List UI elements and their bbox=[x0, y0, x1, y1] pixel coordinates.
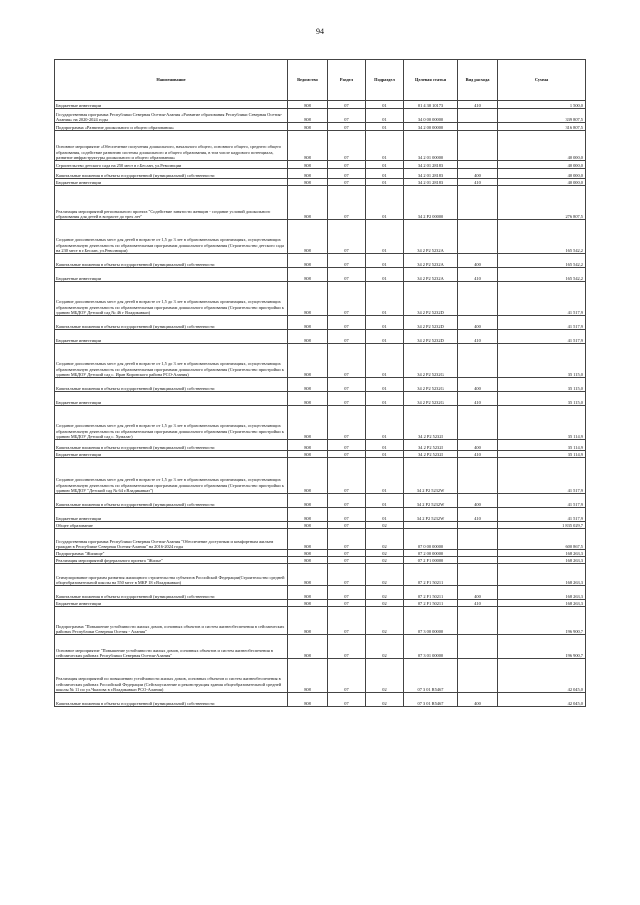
cell-name: Создание дополнительных мест для детей в возрасте от 1,5 до 3 лет в образовательных организациях, осуществляющих образовательную деятельность по образовательным программам дошкольного образования (Строительство пристройки к зданию МБДОУ "Детский сад № 64 г.Владикавказ") bbox=[55, 458, 288, 494]
cell-podrazdel: 02 bbox=[366, 557, 404, 564]
cell-csr: 34 2 01 28183 bbox=[404, 161, 458, 169]
cell-vr: 410 bbox=[458, 101, 498, 109]
cell-vr bbox=[458, 131, 498, 161]
cell-podrazdel: 01 bbox=[366, 179, 404, 186]
cell-sum: 41 517,9 bbox=[498, 330, 586, 344]
cell-csr: 07 3 00 00000 bbox=[404, 607, 458, 635]
table-row bbox=[55, 550, 586, 557]
cell-sum: 40 000,0 bbox=[498, 179, 586, 186]
cell-vr: 410 bbox=[458, 600, 498, 607]
cell-podrazdel: 01 bbox=[366, 169, 404, 179]
cell-csr: 34 2 P2 5232D bbox=[404, 282, 458, 316]
cell-vr: 400 bbox=[458, 440, 498, 451]
cell-sum: 165 542,2 bbox=[498, 254, 586, 268]
cell-ved: 808 bbox=[288, 123, 328, 131]
cell-name: Капитальные вложения в объекты государственной (муниципальной) собственности bbox=[55, 693, 288, 707]
cell-sum: 41 517,9 bbox=[498, 316, 586, 330]
cell-csr: 34 2 P2 5232D bbox=[404, 316, 458, 330]
cell-name: Государственная программа Республики Северная Осетия-Алания "Обеспечение доступным и комфортным жильем граждан в Республике Северная Осетия-Алания" на 2016-2024 годы bbox=[55, 529, 288, 550]
cell-razdel: 07 bbox=[328, 600, 366, 607]
cell-vr bbox=[458, 659, 498, 693]
cell-razdel: 07 bbox=[328, 659, 366, 693]
cell-razdel: 07 bbox=[328, 109, 366, 123]
cell-vr: 410 bbox=[458, 330, 498, 344]
cell-razdel: 07 bbox=[328, 330, 366, 344]
cell-razdel: 07 bbox=[328, 268, 366, 282]
cell-podrazdel: 01 bbox=[366, 508, 404, 522]
cell-vr bbox=[458, 186, 498, 220]
cell-name: Капитальные вложения в объекты государственной (муниципальной) собственности bbox=[55, 440, 288, 451]
cell-name: Подпрограмма "Жилище" bbox=[55, 550, 288, 557]
cell-razdel: 07 bbox=[328, 522, 366, 529]
cell-vr: 400 bbox=[458, 254, 498, 268]
cell-ved: 808 bbox=[288, 179, 328, 186]
table-body bbox=[55, 101, 586, 707]
cell-ved: 808 bbox=[288, 451, 328, 458]
page-number: 94 bbox=[316, 27, 324, 36]
cell-csr: 34 2 P2 5232А bbox=[404, 254, 458, 268]
cell-sum: 1 500,0 bbox=[498, 101, 586, 109]
cell-razdel: 07 bbox=[328, 282, 366, 316]
cell-ved: 808 bbox=[288, 392, 328, 406]
cell-csr bbox=[404, 522, 458, 529]
cell-name: Создание дополнительных мест для детей в возрасте от 1,5 до 3 лет в образовательных организациях, осуществляющих образовательную деятельность по образовательным программам дошкольного образования (Строительство пристройки к зданию МБДОУ Детский сад с. Хумалаг) bbox=[55, 406, 288, 440]
cell-csr: 07 2 F1 50211 bbox=[404, 564, 458, 586]
cell-name: Капитальные вложения в объекты государственной (муниципальной) собственности bbox=[55, 169, 288, 179]
cell-sum: 35 114,9 bbox=[498, 406, 586, 440]
cell-name: Общее образование bbox=[55, 522, 288, 529]
cell-vr: 400 bbox=[458, 494, 498, 508]
cell-ved: 808 bbox=[288, 494, 328, 508]
cell-podrazdel: 01 bbox=[366, 330, 404, 344]
cell-vr: 410 bbox=[458, 508, 498, 522]
cell-razdel: 07 bbox=[328, 392, 366, 406]
cell-ved: 808 bbox=[288, 659, 328, 693]
cell-vr bbox=[458, 635, 498, 659]
cell-sum: 168 263,3 bbox=[498, 564, 586, 586]
cell-sum: 35 114,9 bbox=[498, 451, 586, 458]
cell-sum: 35 114,9 bbox=[498, 440, 586, 451]
cell-vr bbox=[458, 607, 498, 635]
cell-podrazdel: 02 bbox=[366, 550, 404, 557]
cell-name: Основное мероприятие "Повышение устойчивости жилых домов, основных объектов и систем жизнеобеспечения в сейсмических районах Республики Северная Осетия-Алания" bbox=[55, 635, 288, 659]
cell-vr bbox=[458, 109, 498, 123]
cell-sum: 35 115,0 bbox=[498, 344, 586, 378]
cell-razdel: 07 bbox=[328, 378, 366, 392]
cell-podrazdel: 01 bbox=[366, 378, 404, 392]
cell-razdel: 07 bbox=[328, 169, 366, 179]
cell-sum: 41 517,9 bbox=[498, 494, 586, 508]
cell-razdel: 07 bbox=[328, 254, 366, 268]
cell-razdel: 07 bbox=[328, 693, 366, 707]
cell-name: Бюджетные инвестиции bbox=[55, 508, 288, 522]
table-row bbox=[55, 440, 586, 451]
cell-vr: 400 bbox=[458, 316, 498, 330]
cell-ved: 808 bbox=[288, 131, 328, 161]
table-row bbox=[55, 529, 586, 550]
cell-ved: 808 bbox=[288, 344, 328, 378]
cell-sum: 41 517,9 bbox=[498, 458, 586, 494]
table-row bbox=[55, 451, 586, 458]
cell-csr: 34 2 P2 5232I bbox=[404, 406, 458, 440]
table-row bbox=[55, 557, 586, 564]
budget-table bbox=[54, 59, 586, 707]
header-ved: Ведомство bbox=[288, 60, 328, 101]
cell-podrazdel: 01 bbox=[366, 186, 404, 220]
table-row bbox=[55, 169, 586, 179]
table-row bbox=[55, 161, 586, 169]
cell-podrazdel: 02 bbox=[366, 522, 404, 529]
cell-csr: 34 2 P2 5232I bbox=[404, 440, 458, 451]
cell-csr: 34 2 P2 5232W bbox=[404, 508, 458, 522]
cell-ved: 808 bbox=[288, 406, 328, 440]
cell-razdel: 07 bbox=[328, 220, 366, 254]
cell-ved: 808 bbox=[288, 693, 328, 707]
cell-vr: 400 bbox=[458, 169, 498, 179]
cell-podrazdel: 01 bbox=[366, 101, 404, 109]
cell-razdel: 07 bbox=[328, 123, 366, 131]
table-row bbox=[55, 101, 586, 109]
cell-podrazdel: 01 bbox=[366, 458, 404, 494]
table-row bbox=[55, 131, 586, 161]
cell-podrazdel: 01 bbox=[366, 440, 404, 451]
cell-name: Создание дополнительных мест для детей в возрасте от 1,5 до 3 лет в образовательных организациях, осуществляющих образовательную деятельность по образовательным программам дошкольного образования (Строительство детского сада на 230 мест в г.Беслан, ул.Революции) bbox=[55, 220, 288, 254]
cell-csr: 34 2 P2 5232G bbox=[404, 378, 458, 392]
cell-ved: 808 bbox=[288, 109, 328, 123]
cell-razdel: 07 bbox=[328, 440, 366, 451]
cell-sum: 40 000,0 bbox=[498, 131, 586, 161]
cell-name: Реализация мероприятий федерального проекта "Жилье" bbox=[55, 557, 288, 564]
cell-ved: 808 bbox=[288, 529, 328, 550]
header-row bbox=[55, 60, 586, 101]
table-row bbox=[55, 659, 586, 693]
cell-ved: 808 bbox=[288, 522, 328, 529]
cell-podrazdel: 01 bbox=[366, 282, 404, 316]
cell-razdel: 07 bbox=[328, 186, 366, 220]
cell-razdel: 07 bbox=[328, 316, 366, 330]
cell-csr: 01 4 30 10173 bbox=[404, 101, 458, 109]
cell-csr: 07 3 01 00000 bbox=[404, 635, 458, 659]
table-row bbox=[55, 344, 586, 378]
cell-name: Бюджетные инвестиции bbox=[55, 268, 288, 282]
cell-name: Реализация мероприятий по повышению устойчивости жилых домов, основных объектов и систем жизнеобеспечения в сейсмических районах Российской Федерации (Сейсмоусиление и реконструкция здания общеобразовательной средней школы № 11 по ул.Чкалова в г.Владикавказ РСО-Алания) bbox=[55, 659, 288, 693]
header-name: Наименование bbox=[55, 60, 288, 101]
cell-csr: 34 2 P2 5232G bbox=[404, 392, 458, 406]
cell-sum: 41 517,9 bbox=[498, 508, 586, 522]
table-row bbox=[55, 392, 586, 406]
table-row bbox=[55, 316, 586, 330]
cell-vr bbox=[458, 550, 498, 557]
cell-ved: 808 bbox=[288, 254, 328, 268]
cell-podrazdel: 02 bbox=[366, 659, 404, 693]
cell-razdel: 07 bbox=[328, 451, 366, 458]
cell-vr bbox=[458, 282, 498, 316]
cell-name: Государственная программа Республики Северная Осетия-Алания «Развитие образования Республики Северная Осетия-Алания» на 2020-2024 годы bbox=[55, 109, 288, 123]
table-row bbox=[55, 458, 586, 494]
cell-sum: 196 900,7 bbox=[498, 635, 586, 659]
cell-csr: 34 2 01 28183 bbox=[404, 169, 458, 179]
cell-razdel: 07 bbox=[328, 344, 366, 378]
cell-podrazdel: 02 bbox=[366, 529, 404, 550]
cell-podrazdel: 01 bbox=[366, 161, 404, 169]
cell-razdel: 07 bbox=[328, 635, 366, 659]
cell-ved: 808 bbox=[288, 607, 328, 635]
cell-csr: 34 2 P2 5232А bbox=[404, 268, 458, 282]
table-row bbox=[55, 522, 586, 529]
cell-ved: 808 bbox=[288, 550, 328, 557]
cell-podrazdel: 02 bbox=[366, 586, 404, 600]
cell-podrazdel: 01 bbox=[366, 451, 404, 458]
cell-sum: 1 835 029,7 bbox=[498, 522, 586, 529]
header-sum: Сумма bbox=[498, 60, 586, 101]
cell-name: Бюджетные инвестиции bbox=[55, 330, 288, 344]
cell-csr: 34 2 00 00000 bbox=[404, 123, 458, 131]
cell-ved: 808 bbox=[288, 161, 328, 169]
cell-name: Бюджетные инвестиции bbox=[55, 179, 288, 186]
cell-ved: 808 bbox=[288, 316, 328, 330]
table-row bbox=[55, 600, 586, 607]
cell-name: Капитальные вложения в объекты государственной (муниципальной) собственности bbox=[55, 254, 288, 268]
table-row bbox=[55, 268, 586, 282]
cell-sum: 35 115,0 bbox=[498, 378, 586, 392]
cell-ved: 808 bbox=[288, 564, 328, 586]
cell-csr: 34 2 P2 5232W bbox=[404, 458, 458, 494]
cell-sum: 35 115,0 bbox=[498, 392, 586, 406]
cell-podrazdel: 01 bbox=[366, 392, 404, 406]
cell-csr: 34 2 P2 5232G bbox=[404, 344, 458, 378]
cell-podrazdel: 01 bbox=[366, 131, 404, 161]
cell-ved: 808 bbox=[288, 268, 328, 282]
table-row bbox=[55, 220, 586, 254]
cell-name: Строительство детского сада на 250 мест в г.Беслан, ул.Революции bbox=[55, 161, 288, 169]
cell-ved: 808 bbox=[288, 458, 328, 494]
cell-csr: 34 2 P2 5232W bbox=[404, 494, 458, 508]
cell-podrazdel: 01 bbox=[366, 268, 404, 282]
table-row bbox=[55, 494, 586, 508]
cell-podrazdel: 01 bbox=[366, 344, 404, 378]
cell-vr bbox=[458, 220, 498, 254]
cell-sum: 168 263,3 bbox=[498, 586, 586, 600]
cell-name: Создание дополнительных мест для детей в возрасте от 1,5 до 3 лет в образовательных организациях, осуществляющих образовательную деятельность по образовательным программам дошкольного образования (Строительство пристройки к зданию МБДОУ Детский сад с. Иран Кировского района РСО-Алания) bbox=[55, 344, 288, 378]
table-row bbox=[55, 693, 586, 707]
cell-ved: 808 bbox=[288, 220, 328, 254]
table-row bbox=[55, 330, 586, 344]
cell-ved: 808 bbox=[288, 378, 328, 392]
header-vr: Вид расхода bbox=[458, 60, 498, 101]
cell-csr: 34 2 P2 5232I bbox=[404, 451, 458, 458]
cell-sum: 168 263,3 bbox=[498, 557, 586, 564]
cell-name: Подпрограмма "Повышение устойчивости жилых домов, основных объектов и систем жизнеобеспечения в сейсмических районах Республики Северная Осетия - Алания" bbox=[55, 607, 288, 635]
cell-vr bbox=[458, 522, 498, 529]
cell-sum: 40 000,0 bbox=[498, 161, 586, 169]
cell-csr: 34 2 P2 00000 bbox=[404, 186, 458, 220]
cell-razdel: 07 bbox=[328, 508, 366, 522]
cell-razdel: 07 bbox=[328, 458, 366, 494]
cell-vr: 400 bbox=[458, 586, 498, 600]
table-row bbox=[55, 607, 586, 635]
header-csr: Целевая статья bbox=[404, 60, 458, 101]
cell-csr: 07 0 00 00000 bbox=[404, 529, 458, 550]
cell-razdel: 07 bbox=[328, 557, 366, 564]
cell-ved: 808 bbox=[288, 635, 328, 659]
table-row bbox=[55, 254, 586, 268]
cell-csr: 07 2 F1 00000 bbox=[404, 557, 458, 564]
cell-ved: 808 bbox=[288, 557, 328, 564]
cell-sum: 165 542,2 bbox=[498, 268, 586, 282]
cell-name: Реализация мероприятий регионального проекта "Содействие занятости женщин - создание условий дошкольного образования для детей в возрасте до трех лет" bbox=[55, 186, 288, 220]
cell-ved: 808 bbox=[288, 186, 328, 220]
cell-sum: 40 000,0 bbox=[498, 169, 586, 179]
cell-vr: 400 bbox=[458, 693, 498, 707]
cell-name: Стимулирование программ развития жилищного строительства субъектов Российской Федерации(Строительство средней общеобразовательной школы на 550 мест в МКР 18 г.Владикавказ) bbox=[55, 564, 288, 586]
cell-sum: 42 045,0 bbox=[498, 693, 586, 707]
cell-vr bbox=[458, 406, 498, 440]
cell-podrazdel: 01 bbox=[366, 109, 404, 123]
cell-sum: 42 045,0 bbox=[498, 659, 586, 693]
header-razdel: Раздел bbox=[328, 60, 366, 101]
cell-podrazdel: 02 bbox=[366, 635, 404, 659]
cell-name: Капитальные вложения в объекты государственной (муниципальной) собственности bbox=[55, 494, 288, 508]
cell-podrazdel: 01 bbox=[366, 254, 404, 268]
table-row bbox=[55, 586, 586, 600]
cell-razdel: 07 bbox=[328, 550, 366, 557]
cell-podrazdel: 01 bbox=[366, 220, 404, 254]
cell-csr: 07 2 F1 50211 bbox=[404, 586, 458, 600]
header-podrazdel: Подраздел bbox=[366, 60, 404, 101]
table-row bbox=[55, 378, 586, 392]
cell-ved: 808 bbox=[288, 101, 328, 109]
cell-ved: 808 bbox=[288, 600, 328, 607]
cell-csr: 07 2 00 00000 bbox=[404, 550, 458, 557]
cell-name: Бюджетные инвестиции bbox=[55, 600, 288, 607]
cell-vr: 410 bbox=[458, 268, 498, 282]
cell-csr: 07 3 01 R5467 bbox=[404, 693, 458, 707]
cell-podrazdel: 01 bbox=[366, 494, 404, 508]
cell-razdel: 07 bbox=[328, 586, 366, 600]
cell-vr bbox=[458, 458, 498, 494]
cell-sum: 41 517,9 bbox=[498, 282, 586, 316]
cell-ved: 808 bbox=[288, 586, 328, 600]
cell-vr: 410 bbox=[458, 392, 498, 406]
cell-vr: 410 bbox=[458, 451, 498, 458]
cell-csr: 07 2 F1 50211 bbox=[404, 600, 458, 607]
cell-vr bbox=[458, 123, 498, 131]
table-row bbox=[55, 508, 586, 522]
table-row bbox=[55, 282, 586, 316]
cell-csr: 07 3 01 R5467 bbox=[404, 659, 458, 693]
cell-razdel: 07 bbox=[328, 494, 366, 508]
cell-name: Бюджетные инвестиции bbox=[55, 392, 288, 406]
cell-name: Создание дополнительных мест для детей в возрасте от 1,5 до 3 лет в образовательных организациях, осуществляющих образовательную деятельность по образовательным программам дошкольного образования (Строительство пристройки к зданию МБДОУ Детский сад № 46 г Владикавказ) bbox=[55, 282, 288, 316]
cell-name: Бюджетные инвестиции bbox=[55, 451, 288, 458]
cell-csr: 34 2 P2 5232А bbox=[404, 220, 458, 254]
cell-podrazdel: 01 bbox=[366, 316, 404, 330]
table-row bbox=[55, 186, 586, 220]
cell-vr: 400 bbox=[458, 378, 498, 392]
cell-razdel: 07 bbox=[328, 607, 366, 635]
table-row bbox=[55, 406, 586, 440]
table-row bbox=[55, 123, 586, 131]
cell-razdel: 07 bbox=[328, 406, 366, 440]
table-row bbox=[55, 179, 586, 186]
cell-csr: 34 0 00 00000 bbox=[404, 109, 458, 123]
cell-name: Капитальные вложения в объекты государственной (муниципальной) собственности bbox=[55, 316, 288, 330]
cell-razdel: 07 bbox=[328, 564, 366, 586]
cell-podrazdel: 01 bbox=[366, 123, 404, 131]
cell-csr: 34 2 01 28183 bbox=[404, 179, 458, 186]
cell-podrazdel: 01 bbox=[366, 406, 404, 440]
cell-ved: 808 bbox=[288, 440, 328, 451]
table-row bbox=[55, 109, 586, 123]
cell-sum: 196 900,7 bbox=[498, 607, 586, 635]
cell-sum: 168 263,3 bbox=[498, 550, 586, 557]
cell-podrazdel: 02 bbox=[366, 600, 404, 607]
cell-name: Бюджетные инвестиции bbox=[55, 101, 288, 109]
cell-podrazdel: 02 bbox=[366, 693, 404, 707]
cell-name: Капитальные вложения в объекты государственной (муниципальной) собственности bbox=[55, 586, 288, 600]
cell-vr bbox=[458, 557, 498, 564]
cell-vr bbox=[458, 564, 498, 586]
cell-podrazdel: 02 bbox=[366, 607, 404, 635]
cell-razdel: 07 bbox=[328, 161, 366, 169]
cell-sum: 600 867,5 bbox=[498, 529, 586, 550]
cell-csr: 34 2 01 00000 bbox=[404, 131, 458, 161]
cell-name: Основное мероприятие «Обеспечение получения дошкольного, начального общего, основного общего, среднего общего образования, содействие развитию системы дошкольного и общего образования, в том числе кадрового потенциала, развитие инфраструктуры дошкольного и общего образования» bbox=[55, 131, 288, 161]
cell-sum: 316 807,5 bbox=[498, 123, 586, 131]
cell-razdel: 07 bbox=[328, 179, 366, 186]
cell-sum: 165 542,2 bbox=[498, 220, 586, 254]
cell-sum: 276 807,5 bbox=[498, 186, 586, 220]
cell-vr bbox=[458, 529, 498, 550]
cell-ved: 808 bbox=[288, 330, 328, 344]
cell-sum: 168 263,3 bbox=[498, 600, 586, 607]
cell-ved: 808 bbox=[288, 282, 328, 316]
cell-sum: 339 807,5 bbox=[498, 109, 586, 123]
cell-razdel: 07 bbox=[328, 101, 366, 109]
cell-ved: 808 bbox=[288, 508, 328, 522]
cell-vr: 410 bbox=[458, 179, 498, 186]
cell-razdel: 07 bbox=[328, 529, 366, 550]
cell-ved: 808 bbox=[288, 169, 328, 179]
cell-vr bbox=[458, 344, 498, 378]
cell-csr: 34 2 P2 5232D bbox=[404, 330, 458, 344]
table-row bbox=[55, 564, 586, 586]
cell-podrazdel: 02 bbox=[366, 564, 404, 586]
cell-vr bbox=[458, 161, 498, 169]
cell-name: Капитальные вложения в объекты государственной (муниципальной) собственности bbox=[55, 378, 288, 392]
table-row bbox=[55, 635, 586, 659]
cell-name: Подпрограмма «Развитие дошкольного и общего образования» bbox=[55, 123, 288, 131]
cell-razdel: 07 bbox=[328, 131, 366, 161]
